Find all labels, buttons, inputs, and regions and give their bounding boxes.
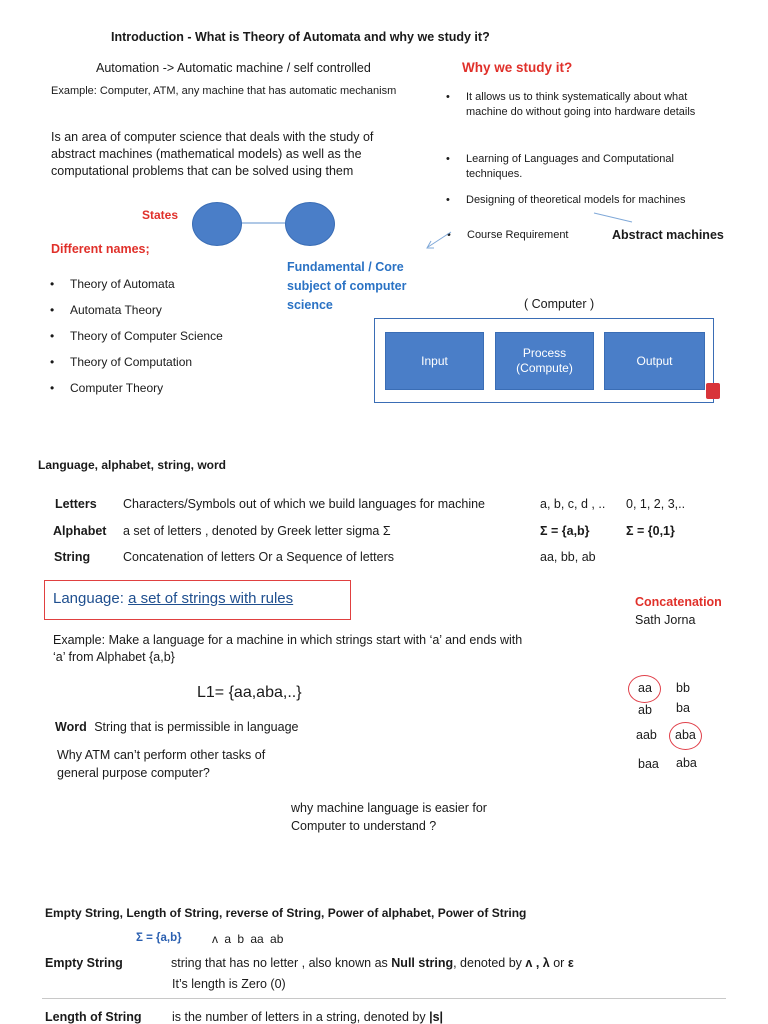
different-names-label: Different names; bbox=[51, 242, 150, 256]
desc-letters: Characters/Symbols out of which we build languages for machine bbox=[123, 497, 485, 511]
name-item-text: Automata Theory bbox=[70, 303, 162, 317]
empty-symbols: ʌ , λ bbox=[525, 956, 550, 970]
atm-question: Why ATM can’t perform other tasks of general purpose computer? bbox=[57, 748, 266, 780]
process-box bbox=[495, 332, 594, 390]
empty-desc-or: or bbox=[553, 956, 565, 970]
desc-string: Concatenation of letters Or a Sequence of letters bbox=[123, 550, 394, 564]
state-circle-2 bbox=[285, 202, 335, 246]
name-item-text: Theory of Automata bbox=[70, 277, 175, 291]
name-item-text: Theory of Computation bbox=[70, 355, 193, 369]
page-title: Introduction - What is Theory of Automata and why we study it? bbox=[111, 30, 490, 44]
name-item-text: Computer Theory bbox=[70, 381, 164, 395]
language-def-text: a set of strings with rules bbox=[128, 590, 294, 607]
grid-cell: aba bbox=[675, 728, 696, 742]
language-prefix: Language: bbox=[53, 590, 124, 607]
example-line: Example: Computer, ATM, any machine that has automatic mechanism bbox=[51, 85, 397, 97]
output-box-label: Output bbox=[636, 353, 673, 368]
grid-cell: aa bbox=[638, 681, 652, 695]
l1-set: L1= {aa,aba,..} bbox=[197, 684, 302, 701]
name-item bbox=[70, 303, 162, 317]
word-term: Word bbox=[55, 720, 87, 734]
highlight-ring-aba bbox=[669, 722, 702, 750]
length-desc-text: is the number of letters in a string, denoted by bbox=[172, 1010, 426, 1024]
section3-heading: Empty String, Length of String, reverse of String, Power of alphabet, Power of String bbox=[45, 906, 527, 920]
process-box-label: Process (Compute) bbox=[516, 346, 573, 375]
word-line bbox=[55, 720, 298, 734]
why-item-text: Course Requirement bbox=[467, 229, 569, 241]
sigma-set: Σ = {a,b} bbox=[136, 932, 182, 944]
section2-heading: Language, alphabet, string, word bbox=[38, 458, 227, 472]
machine-question: why machine language is easier for Computer to understand ? bbox=[291, 801, 487, 833]
term-letters: Letters bbox=[55, 497, 97, 511]
states-label: States bbox=[142, 208, 179, 222]
ex1-string: aa, bb, ab bbox=[540, 550, 596, 564]
highlight-ring-aa bbox=[628, 675, 661, 703]
definition-text: Is an area of computer science that deals with the study of abstract machines (mathematical models) as well as the computational problems that can be solved using them bbox=[51, 130, 374, 178]
term-alphabet: Alphabet bbox=[53, 524, 107, 538]
ex1-letters: a, b, c, d , .. bbox=[540, 497, 606, 511]
epsilon-symbol: ε bbox=[567, 956, 574, 970]
input-box bbox=[385, 332, 484, 390]
name-item-text: Theory of Computer Science bbox=[70, 329, 223, 343]
grid-cell: aab bbox=[636, 728, 657, 742]
state-circle-1 bbox=[192, 202, 242, 246]
divider bbox=[42, 998, 726, 999]
input-box-label: Input bbox=[421, 353, 448, 368]
empty-desc-part: string that has no letter , also known as bbox=[171, 956, 388, 970]
fundamental-label: Fundamental / Core subject of computer science bbox=[287, 260, 407, 312]
computer-label: ( Computer ) bbox=[524, 297, 595, 311]
null-string-term: Null string bbox=[391, 956, 454, 970]
sample-strings: ʌ a b aa ab bbox=[212, 932, 284, 946]
why-item-text: Learning of Languages and Computational techniques. bbox=[466, 153, 674, 180]
length-of-string-term: Length of String bbox=[45, 1010, 142, 1024]
grid-cell: aba bbox=[676, 756, 697, 770]
ex2-letters: 0, 1, 2, 3,.. bbox=[626, 497, 686, 511]
name-item bbox=[70, 329, 223, 343]
grid-cell: baa bbox=[638, 757, 659, 771]
name-item bbox=[70, 277, 175, 291]
length-of-string-desc bbox=[172, 1010, 443, 1024]
empty-string-desc bbox=[171, 956, 574, 970]
why-title: Why we study it? bbox=[462, 60, 573, 75]
ex2-alphabet: Σ = {0,1} bbox=[626, 524, 675, 538]
abstract-machines-label: Abstract machines bbox=[612, 228, 724, 242]
term-string: String bbox=[54, 550, 91, 564]
ex1-alphabet: Σ = {a,b} bbox=[540, 524, 590, 538]
output-box bbox=[604, 332, 705, 390]
grid-cell: bb bbox=[676, 681, 690, 695]
name-item bbox=[70, 355, 192, 369]
empty-desc-part: , denoted by bbox=[453, 956, 522, 970]
recording-badge-icon bbox=[706, 383, 720, 399]
word-desc: String that is permissible in language bbox=[94, 720, 299, 734]
grid-cell: ab bbox=[638, 703, 652, 717]
language-definition bbox=[53, 590, 293, 607]
length-symbol: |s| bbox=[429, 1010, 444, 1024]
empty-length-text: It’s length is Zero (0) bbox=[172, 977, 286, 991]
desc-alphabet: a set of letters , denoted by Greek letter sigma Σ bbox=[123, 524, 391, 538]
empty-string-term: Empty String bbox=[45, 956, 123, 970]
why-item-text: It allows us to think systematically about what machine do without going into hardware details bbox=[466, 91, 696, 118]
example-language-text: Example: Make a language for a machine in which strings start with ‘a’ and ends with ‘a’ from Alphabet {a,b} bbox=[53, 633, 523, 664]
grid-cell: ba bbox=[676, 701, 690, 715]
sath-jorna-label: Sath Jorna bbox=[635, 613, 696, 627]
automation-line: Automation -> Automatic machine / self controlled bbox=[96, 61, 371, 75]
why-item-text: Designing of theoretical models for machines bbox=[466, 194, 686, 206]
name-item bbox=[70, 381, 163, 395]
concatenation-label: Concatenation bbox=[635, 595, 722, 609]
